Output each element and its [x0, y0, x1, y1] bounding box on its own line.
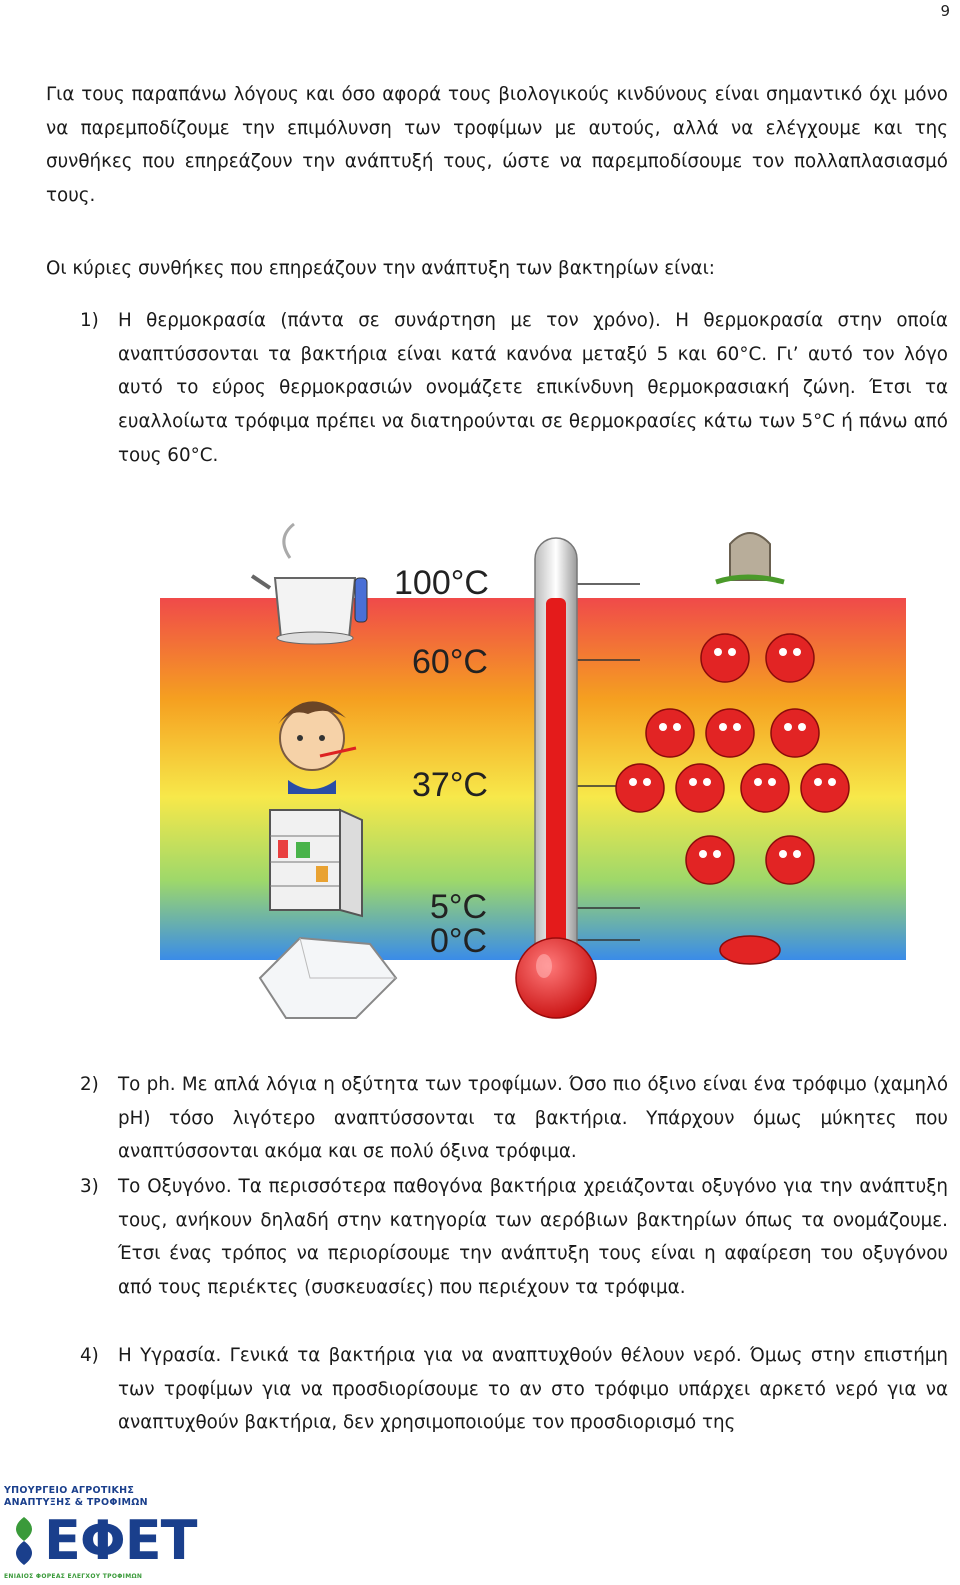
bacterium	[720, 936, 780, 964]
label-60c: 60°C	[412, 643, 488, 681]
bacterium	[801, 764, 849, 812]
list-text: Η Υγρασία. Γενικά τα βακτήρια για να αναπτυχθούν θέλουν νερό. Όμως στην επιστήμη των τροφίμων για να προσδιορίσουμε το αν στο τρόφιμο υπάρχει αρκετό νερό για να αναπτυχθούν βακτήρια, δεν χρησιμοποιούμε τον προσδιορισμό της	[118, 1345, 948, 1434]
bacterium	[686, 836, 734, 884]
list-text: Το ph. Με απλά λόγια η οξύτητα των τροφίμων. Όσο πιο όξινο είναι ένα τρόφιμο (χαμηλό pH) τόσο λιγότερο αναπτύσσονται τα βακτήρια. Υπάρχουν όμως μύκητες που αναπτύσσονται ακόμα και σε πολύ όξινα τρόφιμα.	[118, 1074, 948, 1163]
bacterium	[646, 709, 694, 757]
temperature-figure	[150, 518, 920, 1038]
label-0c: 0°C	[430, 922, 488, 960]
bacterium	[741, 764, 789, 812]
page-number: 9	[940, 2, 950, 20]
list-number: 4)	[80, 1345, 99, 1366]
list-number: 2)	[80, 1074, 99, 1095]
list-item	[80, 1339, 948, 1440]
list-item	[80, 304, 948, 473]
list-text: Η θερμοκρασία (πάντα σε συνάρτηση με τον χρόνο). Η θερμοκρασία στην οποία αναπτύσσονται τα βακτήρια είναι κατά κανόνα μεταξύ 5 και 60°C. Γι’ αυτό τον λόγο αυτό το εύρος θερμοκρασιών ονομάζετε επικίνδυνη θερμοκρασιακή ζώνη. Έτσι τα ευαλλοίωτα τρόφιμα πρέπει να διατηρούνται σε θερμοκρασίες κάτω των 5°C ή πάνω από τους 60°C.	[118, 310, 948, 466]
list-item	[80, 1170, 948, 1305]
bacterium	[771, 709, 819, 757]
list-item	[80, 1068, 948, 1169]
list-text: Το Οξυγόνο. Τα περισσότερα παθογόνα βακτήρια χρειάζονται οξυγόνο για την ανάπτυξη τους, ανήκουν δηλαδή στην κατηγορία των αερόβιων βακτηρίων όπως τα ονομάζουμε. Έτσι ένας τρόπος να περιορίσουμε την ανάπτυξη τους είναι η αφαίρεση του οξυγόνου από τους περιέκτες (συσκευασίες) που περιέχουν τα τρόφιμα.	[118, 1176, 948, 1299]
refrigerator-icon	[270, 810, 362, 916]
gravestone-icon	[716, 533, 784, 582]
list-number: 3)	[80, 1176, 99, 1197]
bacterium	[766, 634, 814, 682]
bacterium	[706, 709, 754, 757]
conditions-intro: Οι κύριες συνθήκες που επηρεάζουν την ανάπτυξη των βακτηρίων είναι:	[46, 258, 715, 279]
label-37c: 37°C	[412, 766, 488, 804]
bacterium	[766, 836, 814, 884]
efet-logo	[4, 1483, 197, 1583]
list-number: 1)	[80, 310, 99, 331]
bacterium	[676, 764, 724, 812]
intro-paragraph: Για τους παραπάνω λόγους και όσο αφορά τους βιολογικούς κινδύνους είναι σημαντικό όχι μόνο να παρεμποδίζουμε την επιμόλυνση των τροφίμων με αυτούς, αλλά να ελέγχουμε και της συνθήκες που επηρεάζουν την ανάπτυξή τους, ώστε να παρεμποδίσουμε τον πολλαπλασιασμό τους.	[46, 84, 948, 207]
label-5c: 5°C	[430, 888, 488, 926]
bacterium	[616, 764, 664, 812]
bacterium	[701, 634, 749, 682]
logo-leaf-icon	[6, 1513, 42, 1569]
logo-tagline: ΕΝΙΑΙΟΣ ΦΟΡΕΑΣ ΕΛΕΓΧΟΥ ΤΡΟΦΙΜΩΝ	[4, 1573, 143, 1580]
logo-acronym: ΕΦΕΤ	[44, 1509, 197, 1572]
label-100c: 100°C	[394, 564, 489, 602]
logo-ministry-line: ΑΝΑΠΤΥΞΗΣ & ΤΡΟΦΙΜΩΝ	[4, 1497, 148, 1508]
logo-ministry-line: ΥΠΟΥΡΓΕΙΟ ΑΓΡΟΤΙΚΗΣ	[4, 1485, 135, 1496]
